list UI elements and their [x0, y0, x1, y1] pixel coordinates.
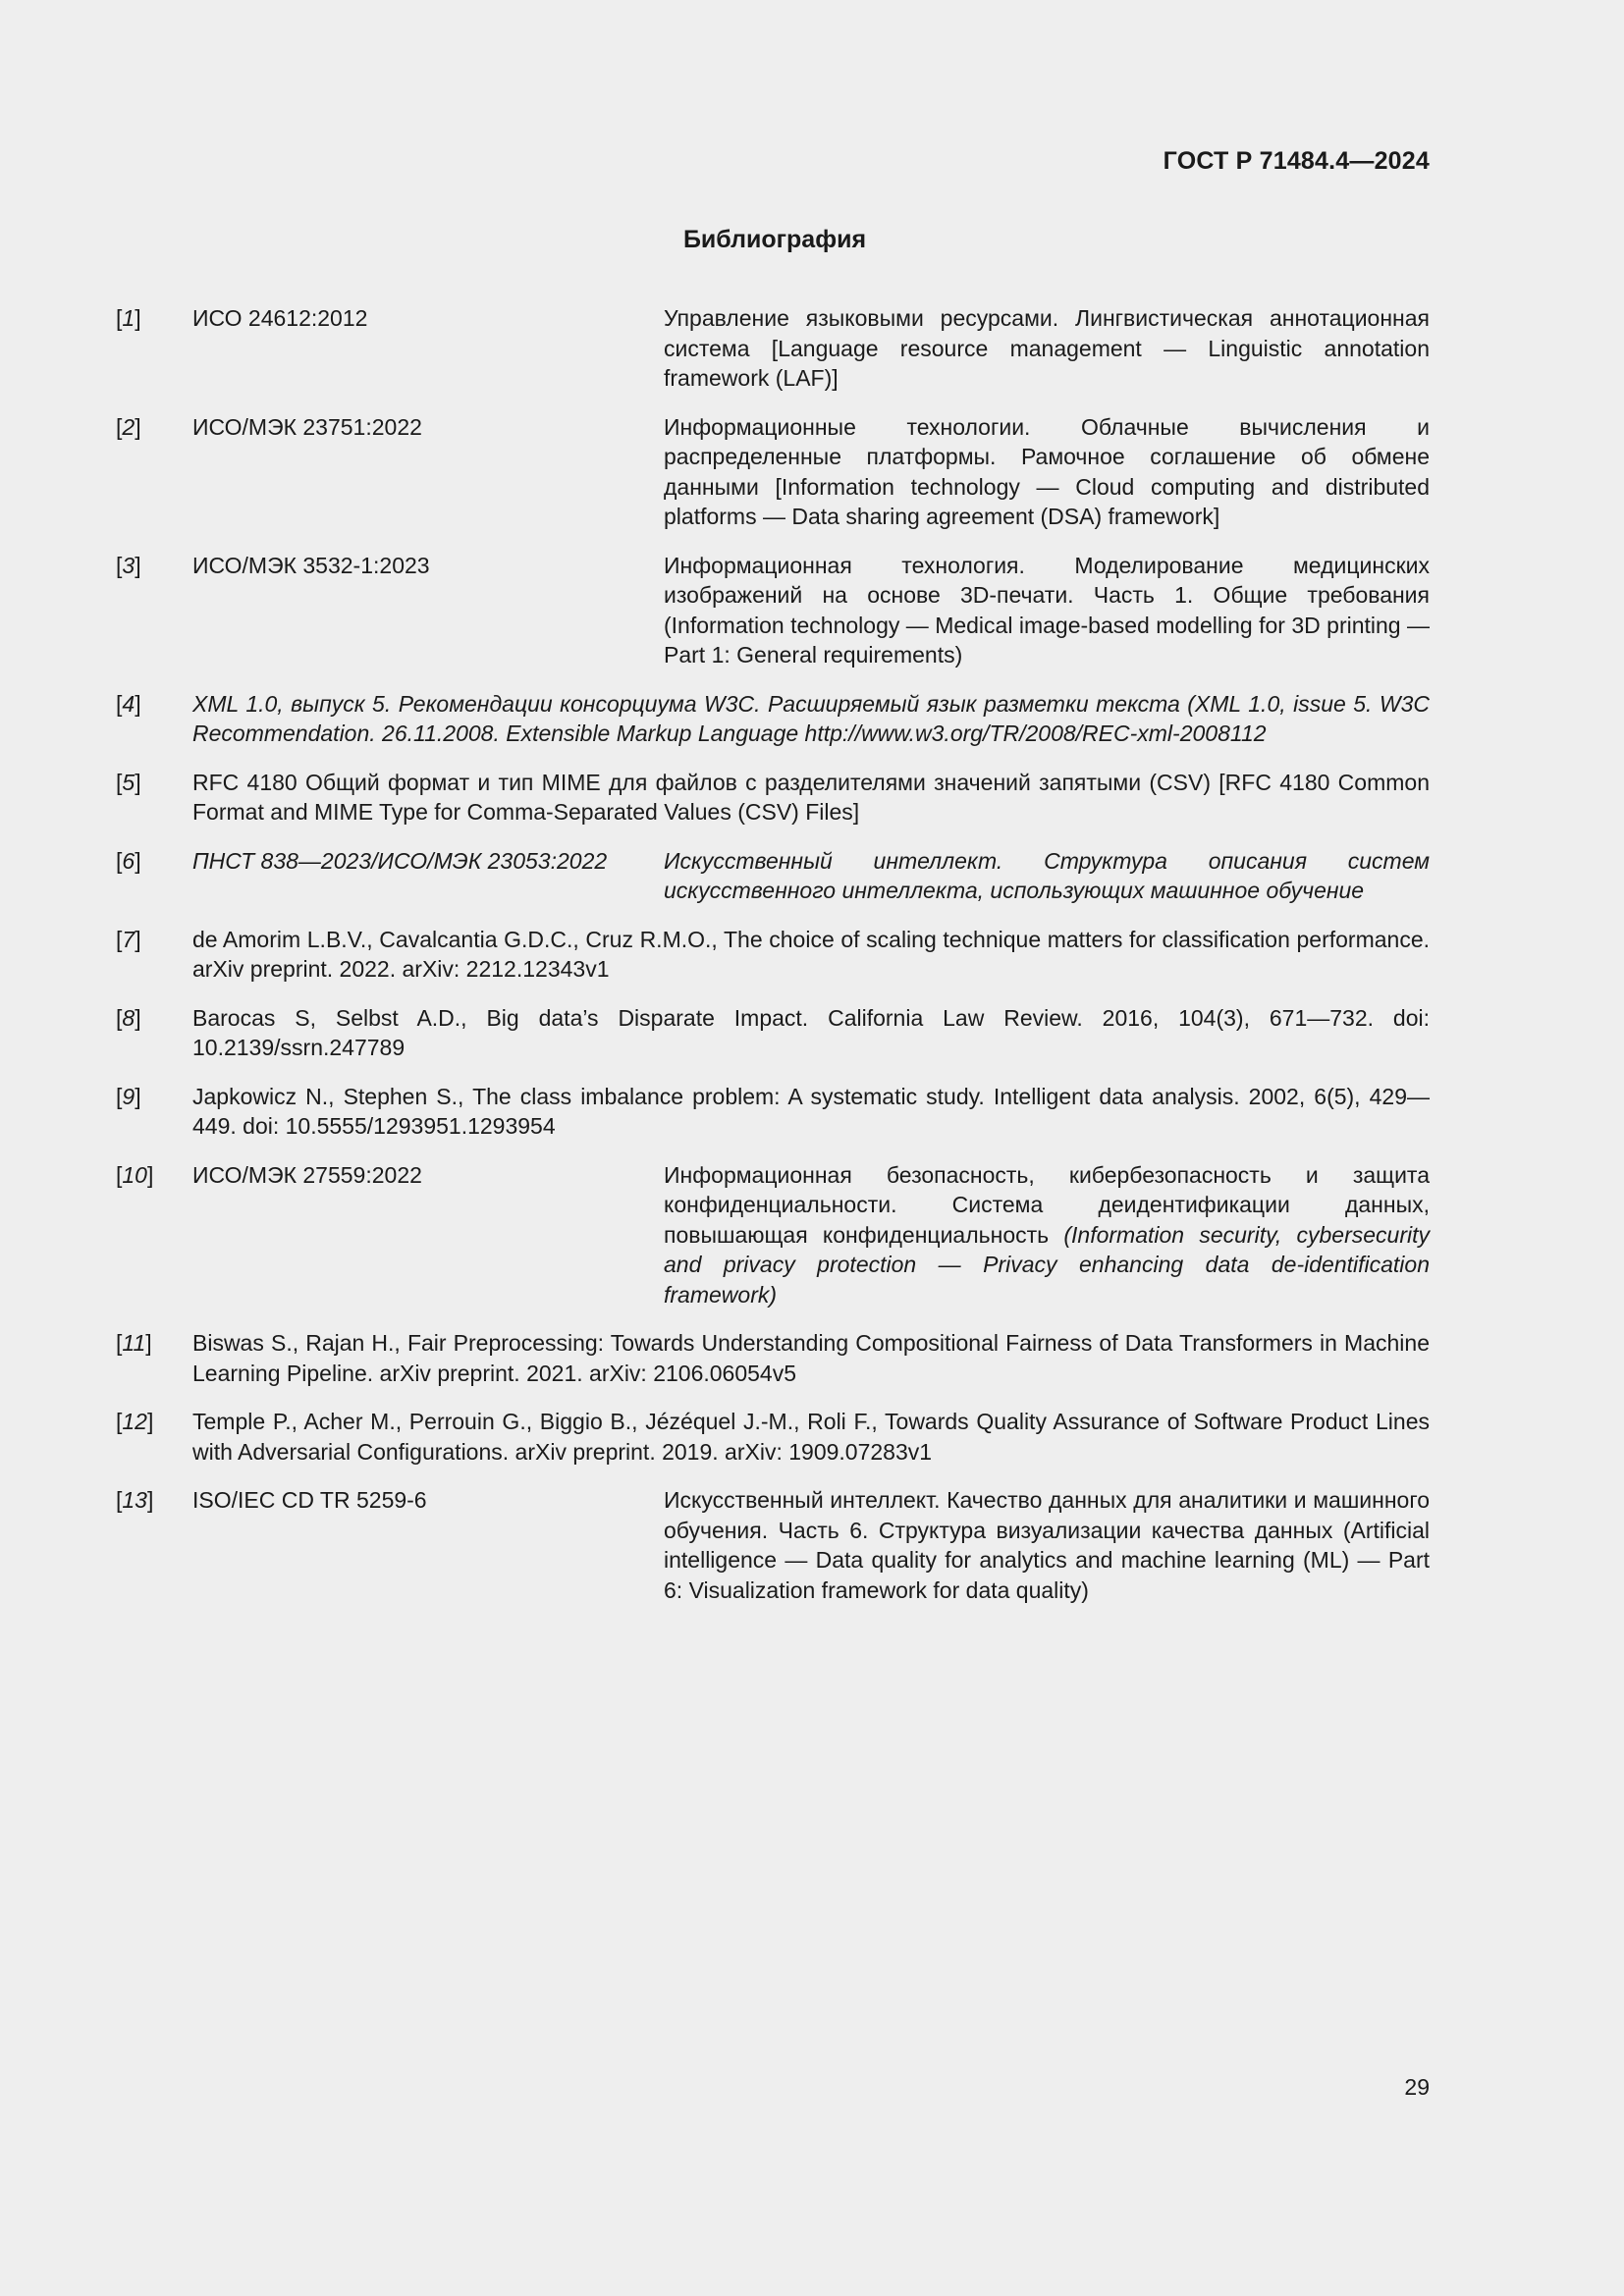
- reference-number: [6]: [116, 847, 141, 874]
- reference-number: [7]: [116, 926, 141, 952]
- reference-item: [116, 303, 1430, 394]
- reference-number: [10]: [116, 1161, 154, 1188]
- bibliography-title: Библиография: [682, 226, 867, 253]
- reference-title-russian: Информационная безопасность, кибербезопасность и защита конфиденциальности. Система деидентификации данных, повышающая конфиденциальность: [664, 1161, 1430, 1248]
- reference-title: Искусственный интеллект. Структура описания систем искусственного интеллекта, использующих машинное обучение: [664, 847, 1430, 903]
- reference-code: ИСО/МЭК 27559:2022: [192, 1161, 422, 1188]
- reference-code: ИСО/МЭК 23751:2022: [192, 413, 422, 440]
- reference-number: [8]: [116, 1004, 141, 1031]
- reference-title: Информационные технологии. Облачные вычисления и распределенные платформы. Рамочное соглашение об обмене данными [Information technology — Cloud computing and distributed platforms — Data sharing agreement (DSA) framework]: [664, 413, 1430, 529]
- reference-code: ПНСТ 838—2023/ИСО/МЭК 23053:2022: [192, 847, 608, 874]
- reference-item: [116, 1485, 1430, 1605]
- reference-title: Информационная технология. Моделирование медицинских изображений на основе 3D-печати. Часть 1. Общие требования (Information technology — Medical image-based modelling for 3D printing — Part 1: General requirements): [664, 552, 1430, 667]
- reference-full-text: Barocas S, Selbst A.D., Big data’s Disparate Impact. California Law Review. 2016, 104(3), 671—732. doi: 10.2139/ssrn.247789: [192, 1004, 1430, 1060]
- reference-full-text: XML 1.0, выпуск 5. Рекомендации консорциума W3C. Расширяемый язык разметки текста (XML 1.0, issue 5. W3C Recommendation. 26.11.2008. Extensible Markup Language http://www.w3.org/TR/2008/REC-xml-2008112: [192, 690, 1430, 746]
- reference-item: [116, 551, 1430, 670]
- reference-item: [116, 1082, 1430, 1142]
- reference-title: [664, 1160, 1430, 1310]
- reference-full-text: Biswas S., Rajan H., Fair Preprocessing: Towards Understanding Compositional Fairness of Data Transformers in Machine Learning Pipeline. arXiv preprint. 2021. arXiv: 2106.06054v5: [192, 1330, 1430, 1386]
- reference-item: [116, 1003, 1430, 1063]
- document-code-header: ГОСТ Р 71484.4—2024: [1163, 147, 1430, 175]
- reference-full-text: Temple P., Acher M., Perrouin G., Biggio B., Jézéquel J.-M., Roli F., Towards Quality Assurance of Software Product Lines with Adversarial Configurations. arXiv preprint. 2019. arXiv: 1909.07283v1: [192, 1409, 1430, 1465]
- reference-number: [12]: [116, 1409, 154, 1434]
- reference-item: [116, 846, 1430, 906]
- reference-item: [116, 1160, 1430, 1310]
- reference-list: [116, 303, 1430, 1624]
- reference-number: [4]: [116, 690, 141, 717]
- reference-title: Искусственный интеллект. Качество данных для аналитики и машинного обучения. Часть 6. Структура визуализации качества данных (Artificial intelligence — Data quality for analytics and machine learning (ML) — Part 6: Visualization framework for data quality): [664, 1487, 1430, 1603]
- reference-item: [116, 1328, 1430, 1388]
- reference-title: Управление языковыми ресурсами. Лингвистическая аннотационная система [Language resource management — Linguistic annotation framework (LAF)]: [664, 305, 1430, 391]
- reference-code: ISO/IEC CD TR 5259-6: [192, 1487, 427, 1513]
- reference-full-text: Japkowicz N., Stephen S., The class imbalance problem: A systematic study. Intelligent data analysis. 2002, 6(5), 429—449. doi: 10.5555/1293951.1293954: [192, 1083, 1430, 1139]
- reference-number: [5]: [116, 769, 141, 795]
- reference-title-english: (Information security, cybersecurity and privacy protection — Privacy enhancing data de-identification framework): [664, 1221, 1430, 1308]
- reference-item: [116, 412, 1430, 532]
- reference-item: [116, 925, 1430, 985]
- reference-full-text: RFC 4180 Общий формат и тип MIME для файлов с разделителями значений запятыми (CSV) [RFC 4180 Common Format and MIME Type for Comma-Separated Values (CSV) Files]: [192, 769, 1430, 825]
- reference-full-text: de Amorim L.B.V., Cavalcantia G.D.C., Cruz R.M.O., The choice of scaling technique matters for classification performance. arXiv preprint. 2022. arXiv: 2212.12343v1: [192, 926, 1430, 982]
- reference-number: [9]: [116, 1083, 141, 1109]
- reference-number: [13]: [116, 1487, 154, 1513]
- reference-code: ИСО/МЭК 3532-1:2023: [192, 552, 430, 578]
- reference-number: [11]: [116, 1330, 152, 1356]
- reference-number: [3]: [116, 552, 141, 578]
- reference-number: [1]: [116, 305, 141, 331]
- page-number: 29: [1404, 2074, 1430, 2100]
- reference-item: [116, 689, 1430, 749]
- reference-code: ИСО 24612:2012: [192, 305, 368, 331]
- reference-item: [116, 768, 1430, 828]
- reference-item: [116, 1407, 1430, 1467]
- reference-number: [2]: [116, 413, 141, 440]
